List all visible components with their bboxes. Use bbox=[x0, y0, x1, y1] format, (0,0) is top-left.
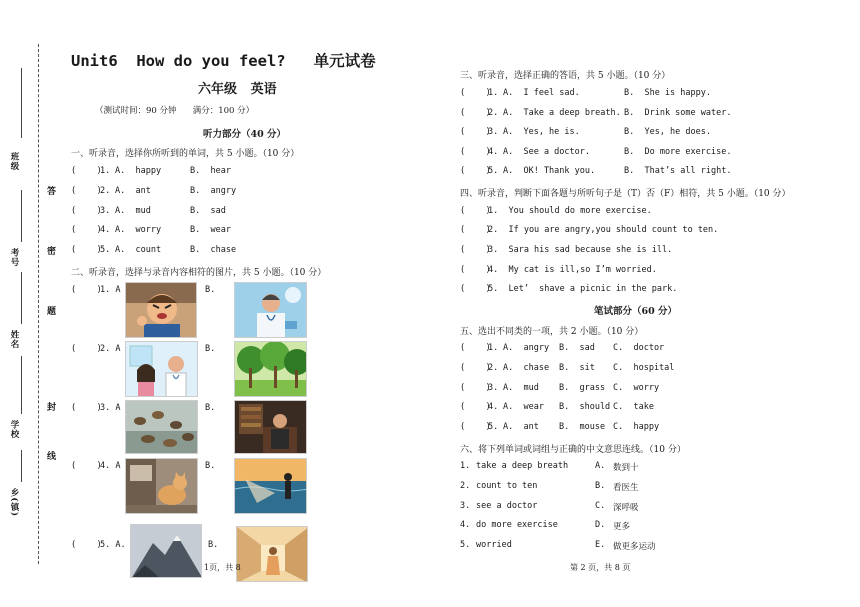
statement-text: 1. You should do more exercise. bbox=[488, 206, 652, 216]
section-5-heading: 五、选出不同类的一项，共 2 小题。（10 分） bbox=[460, 327, 644, 337]
page-1-footer: 1页，共 8 bbox=[204, 563, 241, 572]
answer-blank[interactable]: ( ) bbox=[460, 265, 491, 275]
option-letter: C. bbox=[595, 501, 606, 511]
answer-blank[interactable]: ( ) bbox=[71, 166, 102, 176]
question-number: 2. A bbox=[100, 344, 121, 354]
option-b: B. Do more exercise. bbox=[624, 147, 732, 157]
forest-picture[interactable] bbox=[234, 341, 307, 397]
answer-blank[interactable]: ( ) bbox=[71, 344, 102, 354]
page-subtitle: 六年级 英语 bbox=[198, 82, 277, 97]
item-number: 5. bbox=[460, 540, 471, 550]
question-number: 3. bbox=[488, 383, 499, 393]
option-a: A. worry bbox=[115, 225, 162, 235]
section-3-heading: 三、听录音，选择正确的答语，共 5 小题。（10 分） bbox=[460, 71, 671, 81]
answer-blank[interactable]: ( ) bbox=[460, 166, 491, 176]
answer-blank[interactable]: ( ) bbox=[460, 402, 491, 412]
binding-strip bbox=[0, 0, 62, 607]
page-title: Unit6 How do you feel? 单元试卷 bbox=[71, 52, 376, 70]
cat-in-room-picture[interactable] bbox=[125, 458, 198, 514]
doctor-picture[interactable] bbox=[234, 282, 307, 338]
school-field-line[interactable] bbox=[21, 356, 22, 414]
seal-word: 密 bbox=[45, 246, 55, 255]
option-letter: A. bbox=[595, 461, 606, 471]
option-a: A. See a doctor. bbox=[503, 147, 590, 157]
option-letter: E. bbox=[595, 540, 606, 550]
option-b: B. hear bbox=[190, 166, 231, 176]
name-field-label: 姓名 bbox=[9, 330, 19, 349]
answer-blank[interactable]: ( ) bbox=[460, 363, 491, 373]
question-number: 5. A. bbox=[100, 540, 126, 550]
answer-blank[interactable]: ( ) bbox=[71, 461, 102, 471]
question-number: 1. bbox=[488, 88, 499, 98]
angry-boy-picture[interactable] bbox=[125, 282, 197, 338]
question-number: 4. A bbox=[100, 461, 121, 471]
item-number: 3. bbox=[460, 501, 471, 511]
option-a: A. mud bbox=[503, 383, 539, 393]
answer-blank[interactable]: ( ) bbox=[71, 186, 102, 196]
question-number: 2. bbox=[488, 108, 499, 118]
mountain-picture[interactable] bbox=[130, 524, 202, 578]
option-a: A. ant bbox=[115, 186, 151, 196]
option-b-label: B. bbox=[205, 461, 216, 471]
option-b: B. grass bbox=[559, 383, 606, 393]
item-number: 4. bbox=[460, 520, 471, 530]
answer-blank[interactable]: ( ) bbox=[460, 127, 491, 137]
class-field-label: 班级 bbox=[9, 152, 19, 171]
question-number: 2. bbox=[488, 363, 499, 373]
option-b: B. That’s all right. bbox=[624, 166, 732, 176]
answer-blank[interactable]: ( ) bbox=[71, 206, 102, 216]
answer-blank[interactable]: ( ) bbox=[460, 108, 491, 118]
option-c: C. worry bbox=[613, 383, 660, 393]
chinese-meaning[interactable]: 数到十 bbox=[613, 463, 639, 473]
english-phrase[interactable]: count to ten bbox=[476, 481, 538, 491]
question-number: 4. bbox=[488, 147, 499, 157]
ducks-picture[interactable] bbox=[125, 400, 198, 454]
statement-text: 5. Let’ shave a picnic in the park. bbox=[488, 284, 678, 294]
option-b: B. sit bbox=[559, 363, 595, 373]
exam-meta: （测试时间：90 分钟 满分：100 分） bbox=[95, 106, 255, 116]
fisherman-at-sea-picture[interactable] bbox=[234, 458, 307, 514]
answer-blank[interactable]: ( ) bbox=[460, 147, 491, 157]
option-b: B. Yes, he does. bbox=[624, 127, 711, 137]
option-c: C. hospital bbox=[613, 363, 675, 373]
option-a: A. Take a deep breath. bbox=[503, 108, 621, 118]
class-field-line[interactable] bbox=[21, 68, 22, 138]
answer-blank[interactable]: ( ) bbox=[460, 422, 491, 432]
question-number: 4. bbox=[488, 402, 499, 412]
name-field-line[interactable] bbox=[21, 272, 22, 324]
listening-section-title: 听力部分（40 分） bbox=[203, 129, 287, 140]
option-b: B. wear bbox=[190, 225, 231, 235]
option-a: A. wear bbox=[503, 402, 544, 412]
item-number: 1. bbox=[460, 461, 471, 471]
item-number: 2. bbox=[460, 481, 471, 491]
question-number: 3. bbox=[100, 206, 111, 216]
answer-blank[interactable]: ( ) bbox=[460, 206, 491, 216]
chinese-meaning[interactable]: 做更多运动 bbox=[613, 542, 656, 552]
option-b-label: B. bbox=[208, 540, 219, 550]
chinese-meaning[interactable]: 更多 bbox=[613, 522, 631, 532]
option-b: B. should bbox=[559, 402, 611, 412]
option-b-label: B. bbox=[205, 403, 216, 413]
question-number: 4. bbox=[100, 225, 111, 235]
section-6-heading: 六、将下列单词或词组与正确的中文意思连线。（10 分） bbox=[460, 445, 686, 455]
question-number: 1. bbox=[488, 343, 499, 353]
page-2-footer: 第 2 页，共 8 页 bbox=[570, 563, 631, 572]
exam-number-field-label: 考号 bbox=[9, 248, 19, 267]
exam-number-field-line[interactable] bbox=[21, 190, 22, 242]
section-2-heading: 二、听录音，选择与录音内容相符的图片，共 5 小题。（10 分） bbox=[71, 268, 327, 278]
option-c: C. take bbox=[613, 402, 654, 412]
option-b-label: B. bbox=[205, 344, 216, 354]
option-a: A. mud bbox=[115, 206, 151, 216]
option-b: B. angry bbox=[190, 186, 237, 196]
option-a: A. happy bbox=[115, 166, 162, 176]
option-b-label: B. bbox=[205, 285, 216, 295]
question-number: 5. bbox=[488, 422, 499, 432]
girl-in-hallway-picture[interactable] bbox=[236, 526, 308, 582]
seal-dashed-line bbox=[38, 44, 39, 564]
option-b: B. sad bbox=[559, 343, 595, 353]
answer-blank[interactable]: ( ) bbox=[71, 285, 102, 295]
question-number: 5. bbox=[488, 166, 499, 176]
answer-blank[interactable]: ( ) bbox=[460, 88, 491, 98]
question-number: 2. bbox=[100, 186, 111, 196]
option-a: A. I feel sad. bbox=[503, 88, 580, 98]
answer-blank[interactable]: ( ) bbox=[71, 540, 102, 550]
option-a: A. OK! Thank you. bbox=[503, 166, 596, 176]
school-field-label: 学校 bbox=[9, 420, 19, 439]
answer-blank[interactable]: ( ) bbox=[460, 245, 491, 255]
seal-word: 答 bbox=[45, 186, 55, 195]
answer-blank[interactable]: ( ) bbox=[460, 343, 491, 353]
answer-blank[interactable]: ( ) bbox=[71, 225, 102, 235]
option-letter: D. bbox=[595, 520, 606, 530]
answer-blank[interactable]: ( ) bbox=[71, 245, 102, 255]
option-a: A. chase bbox=[503, 363, 550, 373]
option-c: C. doctor bbox=[613, 343, 665, 353]
seal-word: 线 bbox=[45, 451, 55, 460]
writing-section-title: 笔试部分（60 分） bbox=[594, 306, 678, 317]
seal-word: 封 bbox=[45, 402, 55, 411]
chinese-meaning[interactable]: 深呼吸 bbox=[613, 503, 639, 513]
page-2 bbox=[458, 0, 853, 607]
option-a: A. count bbox=[115, 245, 162, 255]
statement-text: 2. If you are angry,you should count to ten. bbox=[488, 225, 719, 235]
answer-blank[interactable]: ( ) bbox=[71, 403, 102, 413]
section-4-heading: 四、听录音，判断下面各题与所听句子是（T）否（F）相符，共 5 小题。（10 分） bbox=[460, 189, 791, 199]
town-field-line[interactable] bbox=[21, 450, 22, 482]
english-phrase[interactable]: see a doctor bbox=[476, 501, 538, 511]
answer-blank[interactable]: ( ) bbox=[460, 284, 491, 294]
option-b: B. Drink some water. bbox=[624, 108, 732, 118]
option-a: A. angry bbox=[503, 343, 550, 353]
page-1 bbox=[68, 0, 448, 607]
question-number: 3. bbox=[488, 127, 499, 137]
answer-blank[interactable]: ( ) bbox=[460, 225, 491, 235]
english-phrase[interactable]: worried bbox=[476, 540, 512, 550]
option-a: A. Yes, he is. bbox=[503, 127, 580, 137]
section-1-heading: 一、听录音，选择你所听到的单词，共 5 小题。（10 分） bbox=[71, 149, 300, 159]
option-b: B. mouse bbox=[559, 422, 606, 432]
town-field-label: 乡(镇) bbox=[9, 488, 19, 518]
statement-text: 4. My cat is ill,so I’m worried. bbox=[488, 265, 657, 275]
answer-blank[interactable]: ( ) bbox=[460, 383, 491, 393]
option-b: B. She is happy. bbox=[624, 88, 711, 98]
english-phrase[interactable]: take a deep breath bbox=[476, 461, 569, 471]
option-c: C. happy bbox=[613, 422, 660, 432]
statement-text: 3. Sara his sad because she is ill. bbox=[488, 245, 673, 255]
chinese-meaning[interactable]: 看医生 bbox=[613, 483, 639, 493]
english-phrase[interactable]: do more exercise bbox=[476, 520, 558, 530]
girl-with-doctor-picture[interactable] bbox=[125, 341, 198, 397]
man-in-armchair-picture[interactable] bbox=[234, 400, 307, 454]
question-number: 1. bbox=[100, 166, 111, 176]
question-number: 1. A bbox=[100, 285, 121, 295]
option-b: B. sad bbox=[190, 206, 226, 216]
question-number: 3. A bbox=[100, 403, 121, 413]
option-a: A. ant bbox=[503, 422, 539, 432]
option-b: B. chase bbox=[190, 245, 237, 255]
option-letter: B. bbox=[595, 481, 606, 491]
question-number: 5. bbox=[100, 245, 111, 255]
seal-word: 题 bbox=[45, 306, 55, 315]
